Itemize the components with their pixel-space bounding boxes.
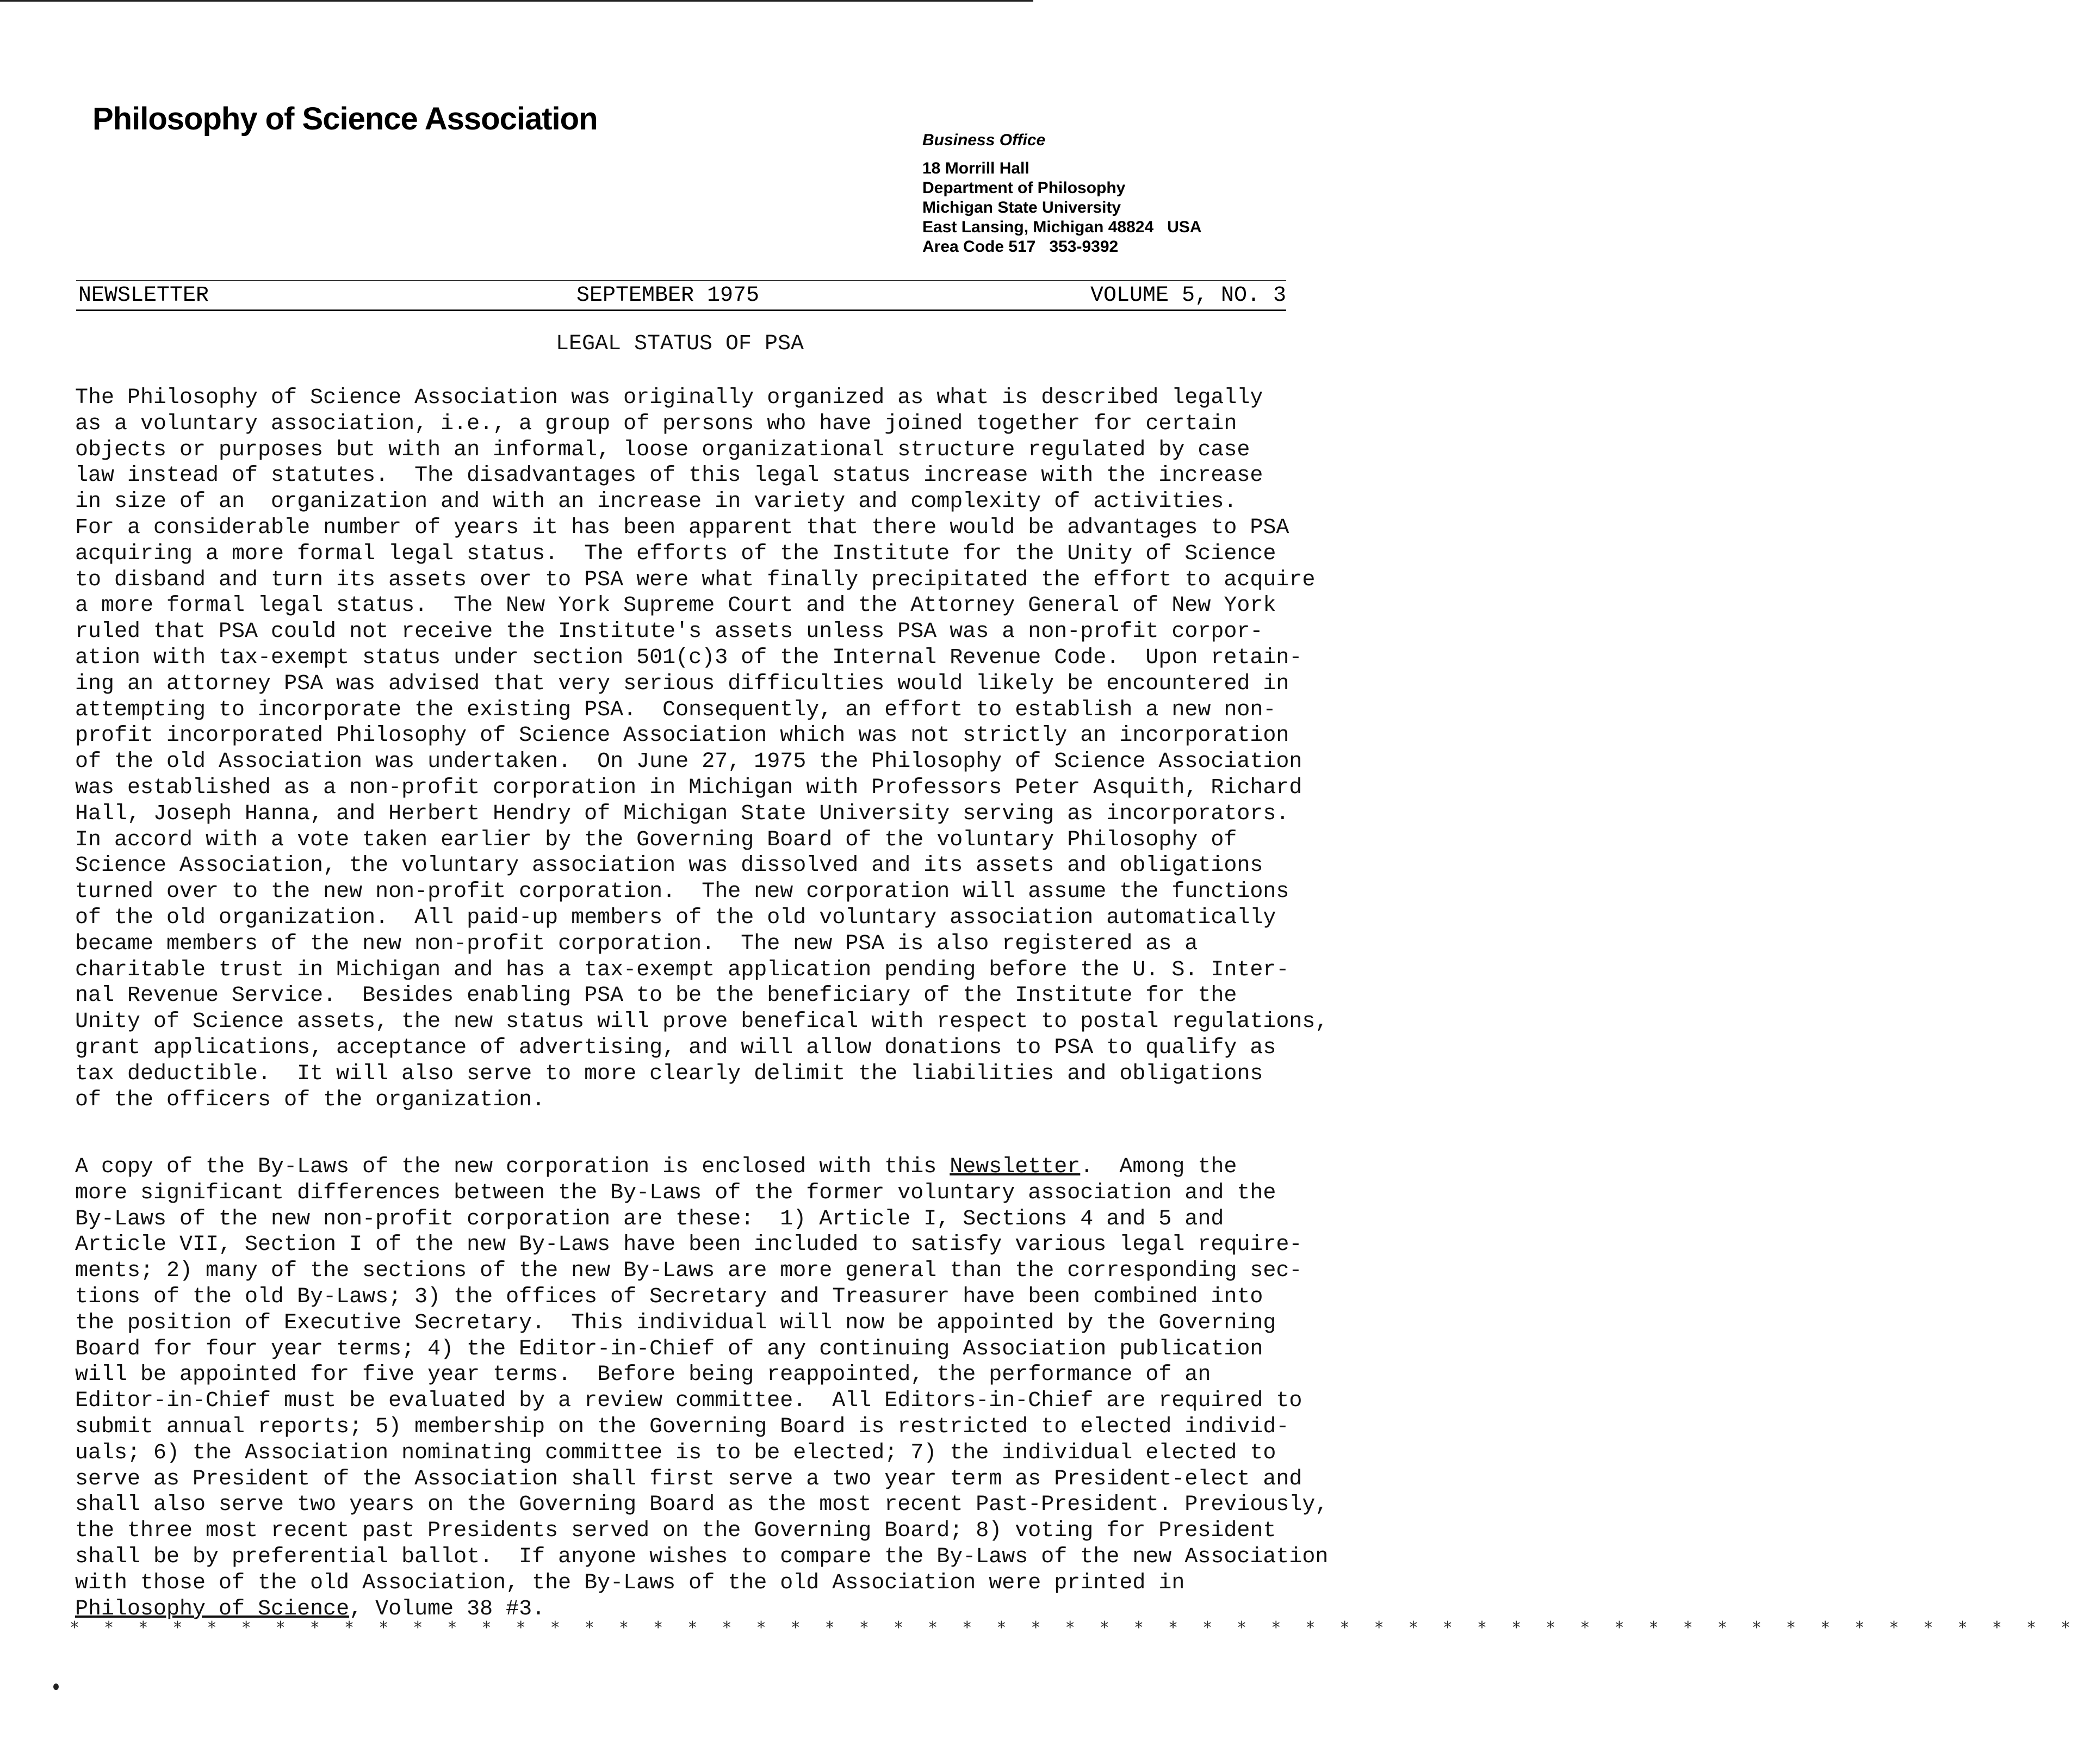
text-line: By-Laws of the new non-profit corporation are these: 1) Article I, Sections 4 and 5 and: [75, 1206, 1224, 1231]
text-line-with-link: [75, 1154, 1337, 1180]
text-line: For a considerable number of years it has been apparent that there would be advantages to PSA: [75, 515, 1289, 540]
text-line: ments; 2) many of the sections of the new By-Laws are more general than the corresponding sec-: [75, 1259, 1302, 1284]
text-line: to disband and turn its assets over to PSA were what finally precipitated the effort to acquire: [75, 567, 1316, 592]
text-line: profit incorporated Philosophy of Science Association which was not strictly an incorporation: [75, 723, 1289, 748]
article-title: LEGAL STATUS OF PSA: [555, 332, 804, 356]
office-line: Department of Philosophy: [922, 179, 1126, 197]
text-segment: A copy of the By-Laws of the new corporation is enclosed with this: [75, 1155, 950, 1179]
text-line: ation with tax-exempt status under section 501(c)3 of the Internal Revenue Code. Upon retain-: [75, 645, 1302, 670]
text-line: was established as a non-profit corporation in Michigan with Professors Peter Asquith, Richard: [75, 775, 1302, 800]
paragraph-legal-status: [75, 385, 1337, 1113]
text-line: Unity of Science assets, the new status will prove benefical with respect to postal regulations,: [75, 1010, 1329, 1035]
text-line: shall also serve two years on the Governing Board as the most recent Past-President. Previously,: [75, 1493, 1329, 1518]
text-line: attempting to incorporate the existing PSA. Consequently, an effort to establish a new non-: [75, 697, 1276, 722]
text-line: of the old Association was undertaken. On June 27, 1975 the Philosophy of Science Association: [75, 750, 1302, 775]
journal-title: Philosophy of Science: [75, 1596, 350, 1621]
text-line: will be appointed for five year terms. Before being reappointed, the performance of an: [75, 1363, 1211, 1388]
masthead-volume: VOLUME 5, NO. 3: [1090, 283, 1286, 308]
text-line: serve as President of the Association shall first serve a two year term as President-elect and: [75, 1466, 1302, 1491]
text-segment: , Volume 38 #3.: [349, 1596, 545, 1621]
text-line: the three most recent past Presidents served on the Governing Board; 8) voting for President: [75, 1519, 1276, 1544]
ink-speck: [53, 1683, 59, 1690]
text-line: Article VII, Section I of the new By-Laws have been included to satisfy various legal require-: [75, 1233, 1302, 1258]
business-office-address: [922, 131, 1202, 257]
text-line: shall be by preferential ballot. If anyone wishes to compare the By-Laws of the new Association: [75, 1544, 1329, 1569]
organization-name: Philosophy of Science Association: [92, 101, 598, 137]
text-line: in size of an organization and with an increase in variety and complexity of activities.: [75, 490, 1237, 515]
text-line: turned over to the new non-profit corporation. The new corporation will assume the functions: [75, 880, 1289, 905]
text-line: became members of the new non-profit corporation. The new PSA is also registered as a: [75, 931, 1198, 956]
text-line: more significant differences between the By-Laws of the former voluntary association and the: [75, 1180, 1276, 1205]
text-line: nal Revenue Service. Besides enabling PSA to be the beneficiary of the Institute for the: [75, 983, 1237, 1008]
text-line: as a voluntary association, i.e., a group of persons who have joined together for certain: [75, 411, 1237, 436]
business-office-label: Business Office: [922, 131, 1046, 149]
newsletter-masthead: [76, 280, 1286, 311]
text-line: uals; 6) the Association nominating committee is to be elected; 7) the individual elected to: [75, 1440, 1276, 1465]
masthead-newsletter: NEWSLETTER: [78, 283, 209, 308]
text-line: Science Association, the voluntary association was dissolved and its assets and obligations: [75, 853, 1263, 878]
text-line: tax deductible. It will also serve to more clearly delimit the liabilities and obligations: [75, 1061, 1263, 1086]
text-line: The Philosophy of Science Association was originally organized as what is described legally: [75, 386, 1263, 410]
text-line: the position of Executive Secretary. This individual will now be appointed by the Governing: [75, 1310, 1276, 1335]
text-line: tions of the old By-Laws; 3) the offices of Secretary and Treasurer have been combined into: [75, 1284, 1263, 1309]
text-line: Editor-in-Chief must be evaluated by a review committee. All Editors-in-Chief are required to: [75, 1389, 1302, 1414]
text-line: Board for four year terms; 4) the Editor-in-Chief of any continuing Association publication: [75, 1336, 1263, 1361]
text-line: ruled that PSA could not receive the Institute's assets unless PSA was a non-profit corpor-: [75, 620, 1263, 645]
office-line: 18 Morrill Hall: [922, 159, 1029, 177]
text-line: Hall, Joseph Hanna, and Herbert Hendry of Michigan State University serving as incorporators.: [75, 801, 1289, 826]
text-line: ing an attorney PSA was advised that very serious difficulties would likely be encountered in: [75, 671, 1289, 696]
text-line: law instead of statutes. The disadvantages of this legal status increase with the increase: [75, 463, 1263, 488]
office-line: East Lansing, Michigan 48824 USA: [922, 218, 1202, 236]
text-line: submit annual reports; 5) membership on the Governing Board is restricted to elected individ-: [75, 1414, 1289, 1439]
text-line: a more formal legal status. The New York Supreme Court and the Attorney General of New York: [75, 593, 1276, 618]
top-edge-rule: [0, 0, 1033, 2]
paragraph-bylaws: [75, 1154, 1337, 1622]
text-segment: . Among the: [1080, 1155, 1237, 1179]
office-line: Area Code 517 353-9392: [922, 238, 1119, 256]
office-line: Michigan State University: [922, 199, 1121, 216]
text-line: In accord with a vote taken earlier by the Governing Board of the voluntary Philosophy of: [75, 827, 1237, 852]
text-line: objects or purposes but with an informal, loose organizational structure regulated by case: [75, 437, 1250, 462]
text-line: charitable trust in Michigan and has a tax-exempt application pending before the U. S. Inter-: [75, 957, 1289, 982]
masthead-date: SEPTEMBER 1975: [576, 283, 760, 308]
text-line: of the old organization. All paid-up members of the old voluntary association automatically: [75, 905, 1276, 930]
text-line: with those of the old Association, the By-Laws of the old Association were printed in: [75, 1570, 1185, 1595]
text-line: grant applications, acceptance of advertising, and will allow donations to PSA to qualify as: [75, 1035, 1276, 1060]
text-line: acquiring a more formal legal status. The efforts of the Institute for the Unity of Science: [75, 541, 1276, 566]
star-divider: * * * * * * * * * * * * * * * * * * * * * * * * * * * * * * * * * * * * * * * * * * * * * * * * * * * * * * * * * * *: [70, 1618, 2078, 1637]
newsletter-reference: Newsletter: [950, 1155, 1081, 1179]
text-line: of the officers of the organization.: [75, 1087, 545, 1112]
